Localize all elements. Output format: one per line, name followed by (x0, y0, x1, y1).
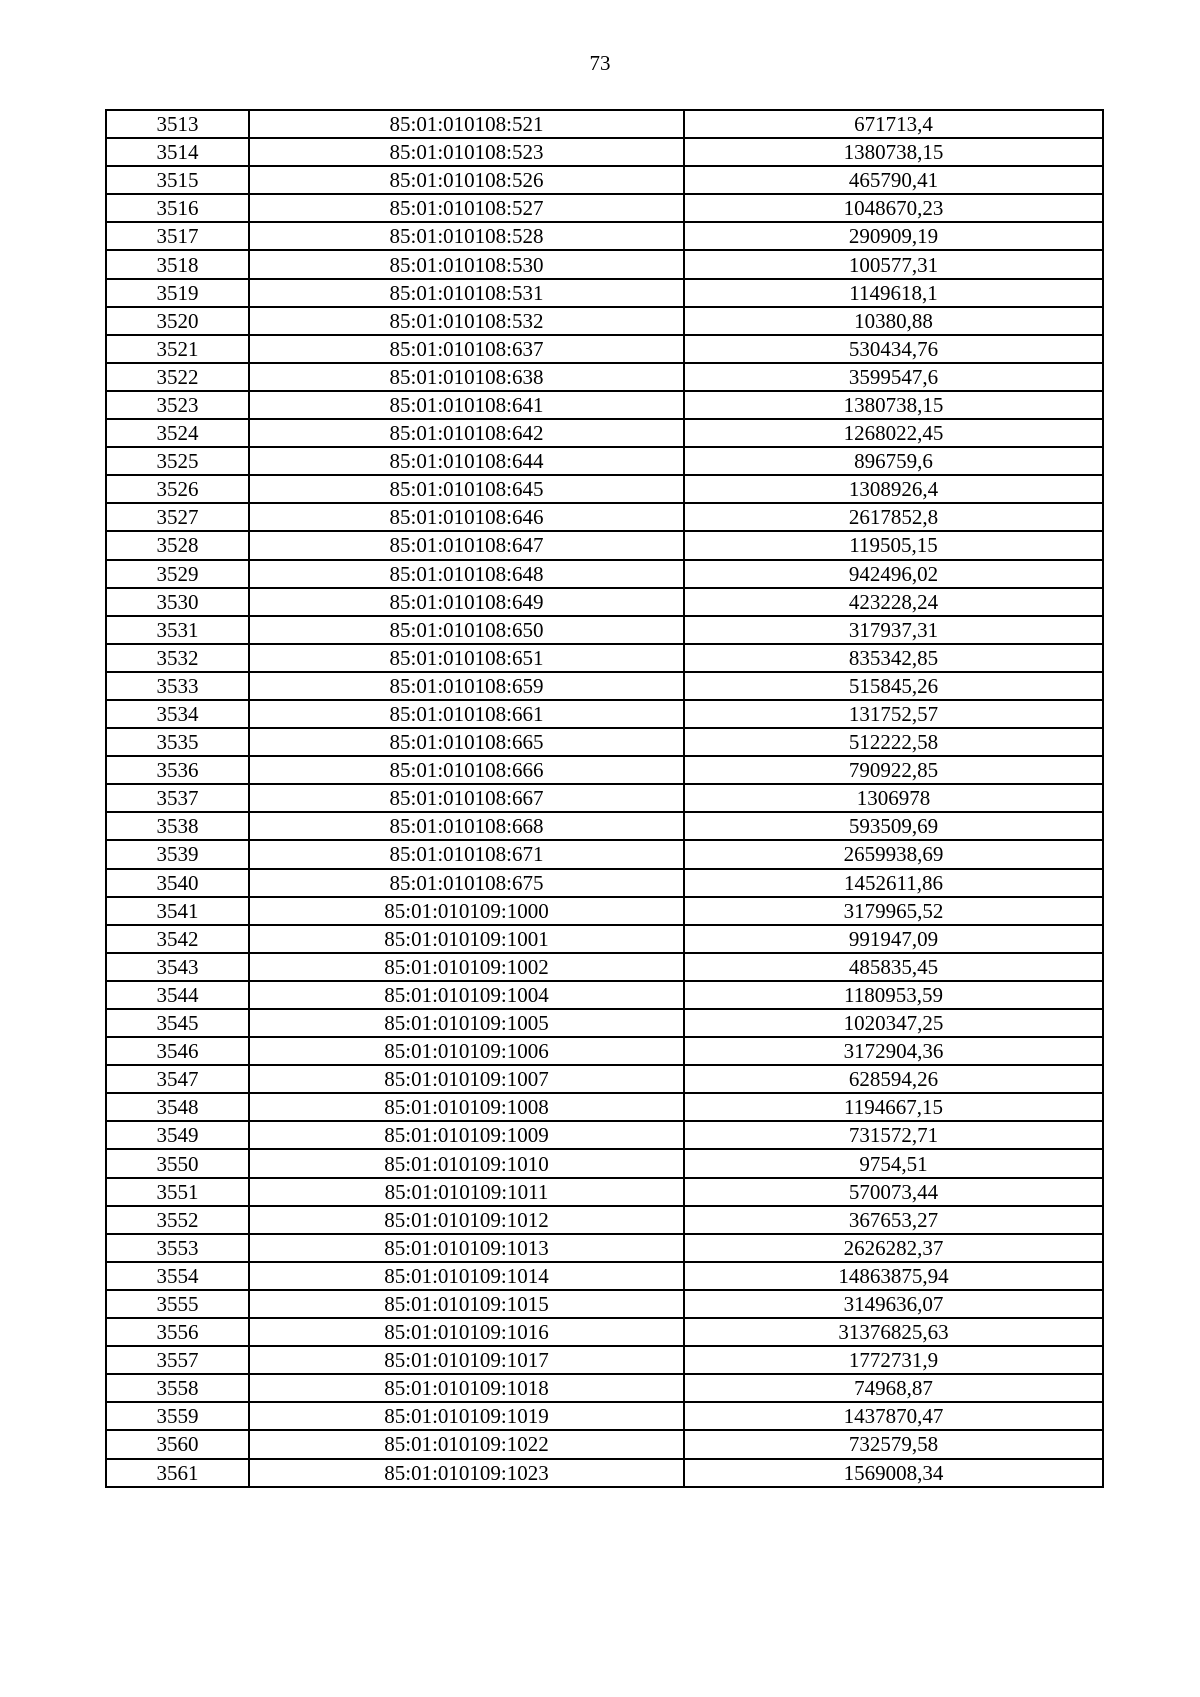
value-cell: 485835,45 (684, 953, 1103, 981)
row-number-cell: 3515 (106, 166, 249, 194)
table-row (106, 222, 1103, 250)
value-cell: 1048670,23 (684, 194, 1103, 222)
row-number-cell: 3541 (106, 897, 249, 925)
value-cell: 131752,57 (684, 700, 1103, 728)
row-number-cell: 3557 (106, 1346, 249, 1374)
row-number-cell: 3551 (106, 1178, 249, 1206)
table-row (106, 869, 1103, 897)
row-number-cell: 3537 (106, 784, 249, 812)
table-row (106, 307, 1103, 335)
table-row (106, 250, 1103, 278)
cadastral-number-cell: 85:01:010108:523 (249, 138, 684, 166)
cadastral-number-cell: 85:01:010108:646 (249, 503, 684, 531)
row-number-cell: 3534 (106, 700, 249, 728)
table-row (106, 644, 1103, 672)
cadastral-number-cell: 85:01:010109:1000 (249, 897, 684, 925)
row-number-cell: 3544 (106, 981, 249, 1009)
cadastral-number-cell: 85:01:010108:645 (249, 475, 684, 503)
cadastral-number-cell: 85:01:010109:1012 (249, 1206, 684, 1234)
value-cell: 570073,44 (684, 1178, 1103, 1206)
row-number-cell: 3538 (106, 812, 249, 840)
cadastral-number-cell: 85:01:010108:675 (249, 869, 684, 897)
row-number-cell: 3514 (106, 138, 249, 166)
row-number-cell: 3516 (106, 194, 249, 222)
row-number-cell: 3560 (106, 1430, 249, 1458)
table-row (106, 1009, 1103, 1037)
row-number-cell: 3517 (106, 222, 249, 250)
cadastral-number-cell: 85:01:010109:1001 (249, 925, 684, 953)
table-row (106, 531, 1103, 559)
value-cell: 3149636,07 (684, 1290, 1103, 1318)
row-number-cell: 3540 (106, 869, 249, 897)
table-body (106, 110, 1103, 1487)
cadastral-number-cell: 85:01:010108:668 (249, 812, 684, 840)
value-cell: 31376825,63 (684, 1318, 1103, 1346)
value-cell: 896759,6 (684, 447, 1103, 475)
table-row (106, 840, 1103, 868)
value-cell: 942496,02 (684, 560, 1103, 588)
cadastral-number-cell: 85:01:010109:1023 (249, 1459, 684, 1487)
cadastral-number-cell: 85:01:010108:647 (249, 531, 684, 559)
row-number-cell: 3519 (106, 279, 249, 307)
table-row (106, 756, 1103, 784)
cadastral-number-cell: 85:01:010108:649 (249, 588, 684, 616)
cadastral-number-cell: 85:01:010108:638 (249, 363, 684, 391)
row-number-cell: 3533 (106, 672, 249, 700)
table-row (106, 391, 1103, 419)
table-row (106, 1374, 1103, 1402)
value-cell: 10380,88 (684, 307, 1103, 335)
cadastral-number-cell: 85:01:010108:637 (249, 335, 684, 363)
value-cell: 3172904,36 (684, 1037, 1103, 1065)
row-number-cell: 3554 (106, 1262, 249, 1290)
cadastral-number-cell: 85:01:010109:1005 (249, 1009, 684, 1037)
cadastral-number-cell: 85:01:010108:667 (249, 784, 684, 812)
row-number-cell: 3529 (106, 560, 249, 588)
cadastral-value-table (105, 109, 1104, 1488)
row-number-cell: 3522 (106, 363, 249, 391)
cadastral-number-cell: 85:01:010109:1019 (249, 1402, 684, 1430)
cadastral-number-cell: 85:01:010108:671 (249, 840, 684, 868)
row-number-cell: 3524 (106, 419, 249, 447)
cadastral-number-cell: 85:01:010109:1011 (249, 1178, 684, 1206)
table-row (106, 363, 1103, 391)
value-cell: 1452611,86 (684, 869, 1103, 897)
cadastral-number-cell: 85:01:010108:641 (249, 391, 684, 419)
cadastral-number-cell: 85:01:010108:644 (249, 447, 684, 475)
table-row (106, 1402, 1103, 1430)
value-cell: 1020347,25 (684, 1009, 1103, 1037)
value-cell: 2626282,37 (684, 1234, 1103, 1262)
cadastral-number-cell: 85:01:010109:1013 (249, 1234, 684, 1262)
cadastral-number-cell: 85:01:010108:532 (249, 307, 684, 335)
cadastral-number-cell: 85:01:010109:1016 (249, 1318, 684, 1346)
row-number-cell: 3535 (106, 728, 249, 756)
row-number-cell: 3525 (106, 447, 249, 475)
cadastral-number-cell: 85:01:010108:530 (249, 250, 684, 278)
row-number-cell: 3556 (106, 1318, 249, 1346)
value-cell: 790922,85 (684, 756, 1103, 784)
cadastral-number-cell: 85:01:010109:1009 (249, 1121, 684, 1149)
value-cell: 9754,51 (684, 1149, 1103, 1177)
cadastral-number-cell: 85:01:010109:1022 (249, 1430, 684, 1458)
row-number-cell: 3521 (106, 335, 249, 363)
value-cell: 100577,31 (684, 250, 1103, 278)
table-row (106, 560, 1103, 588)
value-cell: 530434,76 (684, 335, 1103, 363)
value-cell: 1306978 (684, 784, 1103, 812)
table-row (106, 812, 1103, 840)
row-number-cell: 3528 (106, 531, 249, 559)
value-cell: 628594,26 (684, 1065, 1103, 1093)
row-number-cell: 3555 (106, 1290, 249, 1318)
value-cell: 367653,27 (684, 1206, 1103, 1234)
table-row (106, 447, 1103, 475)
table-row (106, 110, 1103, 138)
table-row (106, 1037, 1103, 1065)
table-row (106, 1178, 1103, 1206)
value-cell: 1569008,34 (684, 1459, 1103, 1487)
value-cell: 119505,15 (684, 531, 1103, 559)
value-cell: 1180953,59 (684, 981, 1103, 1009)
value-cell: 290909,19 (684, 222, 1103, 250)
value-cell: 593509,69 (684, 812, 1103, 840)
value-cell: 1437870,47 (684, 1402, 1103, 1430)
table-row (106, 1093, 1103, 1121)
table-row (106, 475, 1103, 503)
row-number-cell: 3553 (106, 1234, 249, 1262)
cadastral-number-cell: 85:01:010108:527 (249, 194, 684, 222)
row-number-cell: 3539 (106, 840, 249, 868)
cadastral-number-cell: 85:01:010108:661 (249, 700, 684, 728)
table-row (106, 419, 1103, 447)
row-number-cell: 3552 (106, 1206, 249, 1234)
table-row (106, 728, 1103, 756)
cadastral-number-cell: 85:01:010108:651 (249, 644, 684, 672)
value-cell: 991947,09 (684, 925, 1103, 953)
value-cell: 317937,31 (684, 616, 1103, 644)
table-row (106, 1121, 1103, 1149)
cadastral-number-cell: 85:01:010109:1004 (249, 981, 684, 1009)
cadastral-number-cell: 85:01:010108:531 (249, 279, 684, 307)
cadastral-number-cell: 85:01:010108:659 (249, 672, 684, 700)
cadastral-number-cell: 85:01:010109:1008 (249, 1093, 684, 1121)
value-cell: 731572,71 (684, 1121, 1103, 1149)
value-cell: 1772731,9 (684, 1346, 1103, 1374)
row-number-cell: 3548 (106, 1093, 249, 1121)
cadastral-number-cell: 85:01:010108:521 (249, 110, 684, 138)
table-row (106, 1149, 1103, 1177)
row-number-cell: 3513 (106, 110, 249, 138)
row-number-cell: 3536 (106, 756, 249, 784)
row-number-cell: 3550 (106, 1149, 249, 1177)
cadastral-number-cell: 85:01:010109:1015 (249, 1290, 684, 1318)
table-row (106, 616, 1103, 644)
row-number-cell: 3527 (106, 503, 249, 531)
cadastral-number-cell: 85:01:010108:650 (249, 616, 684, 644)
cadastral-number-cell: 85:01:010109:1017 (249, 1346, 684, 1374)
table-row (106, 503, 1103, 531)
table-row (106, 925, 1103, 953)
value-cell: 835342,85 (684, 644, 1103, 672)
value-cell: 671713,4 (684, 110, 1103, 138)
value-cell: 465790,41 (684, 166, 1103, 194)
cadastral-number-cell: 85:01:010108:528 (249, 222, 684, 250)
row-number-cell: 3561 (106, 1459, 249, 1487)
value-cell: 1268022,45 (684, 419, 1103, 447)
row-number-cell: 3546 (106, 1037, 249, 1065)
row-number-cell: 3547 (106, 1065, 249, 1093)
table-row (106, 588, 1103, 616)
table-row (106, 981, 1103, 1009)
cadastral-number-cell: 85:01:010108:642 (249, 419, 684, 447)
row-number-cell: 3518 (106, 250, 249, 278)
cadastral-number-cell: 85:01:010108:526 (249, 166, 684, 194)
table-row (106, 1318, 1103, 1346)
value-cell: 1380738,15 (684, 138, 1103, 166)
value-cell: 732579,58 (684, 1430, 1103, 1458)
cadastral-number-cell: 85:01:010108:665 (249, 728, 684, 756)
table-row (106, 1262, 1103, 1290)
cadastral-number-cell: 85:01:010109:1014 (249, 1262, 684, 1290)
table-row (106, 194, 1103, 222)
row-number-cell: 3531 (106, 616, 249, 644)
row-number-cell: 3545 (106, 1009, 249, 1037)
value-cell: 1308926,4 (684, 475, 1103, 503)
cadastral-number-cell: 85:01:010109:1002 (249, 953, 684, 981)
value-cell: 74968,87 (684, 1374, 1103, 1402)
cadastral-number-cell: 85:01:010109:1006 (249, 1037, 684, 1065)
value-cell: 3599547,6 (684, 363, 1103, 391)
table-row (106, 138, 1103, 166)
value-cell: 515845,26 (684, 672, 1103, 700)
value-cell: 2617852,8 (684, 503, 1103, 531)
row-number-cell: 3559 (106, 1402, 249, 1430)
value-cell: 1380738,15 (684, 391, 1103, 419)
table-row (106, 1206, 1103, 1234)
value-cell: 423228,24 (684, 588, 1103, 616)
table-row (106, 784, 1103, 812)
row-number-cell: 3549 (106, 1121, 249, 1149)
table-row (106, 897, 1103, 925)
value-cell: 14863875,94 (684, 1262, 1103, 1290)
cadastral-number-cell: 85:01:010108:666 (249, 756, 684, 784)
row-number-cell: 3542 (106, 925, 249, 953)
row-number-cell: 3523 (106, 391, 249, 419)
row-number-cell: 3543 (106, 953, 249, 981)
table-row (106, 166, 1103, 194)
cadastral-number-cell: 85:01:010109:1007 (249, 1065, 684, 1093)
table-row (106, 672, 1103, 700)
value-cell: 1149618,1 (684, 279, 1103, 307)
cadastral-number-cell: 85:01:010109:1010 (249, 1149, 684, 1177)
table-row (106, 953, 1103, 981)
table-row (106, 1065, 1103, 1093)
table-row (106, 279, 1103, 307)
table-row (106, 1346, 1103, 1374)
value-cell: 3179965,52 (684, 897, 1103, 925)
row-number-cell: 3532 (106, 644, 249, 672)
row-number-cell: 3558 (106, 1374, 249, 1402)
table-row (106, 700, 1103, 728)
page-number: 73 (589, 51, 611, 75)
cadastral-number-cell: 85:01:010108:648 (249, 560, 684, 588)
table-row (106, 1430, 1103, 1458)
cadastral-number-cell: 85:01:010109:1018 (249, 1374, 684, 1402)
table-row (106, 335, 1103, 363)
row-number-cell: 3530 (106, 588, 249, 616)
value-cell: 512222,58 (684, 728, 1103, 756)
value-cell: 1194667,15 (684, 1093, 1103, 1121)
row-number-cell: 3520 (106, 307, 249, 335)
table-row (106, 1290, 1103, 1318)
value-cell: 2659938,69 (684, 840, 1103, 868)
table-row (106, 1234, 1103, 1262)
row-number-cell: 3526 (106, 475, 249, 503)
table-row (106, 1459, 1103, 1487)
